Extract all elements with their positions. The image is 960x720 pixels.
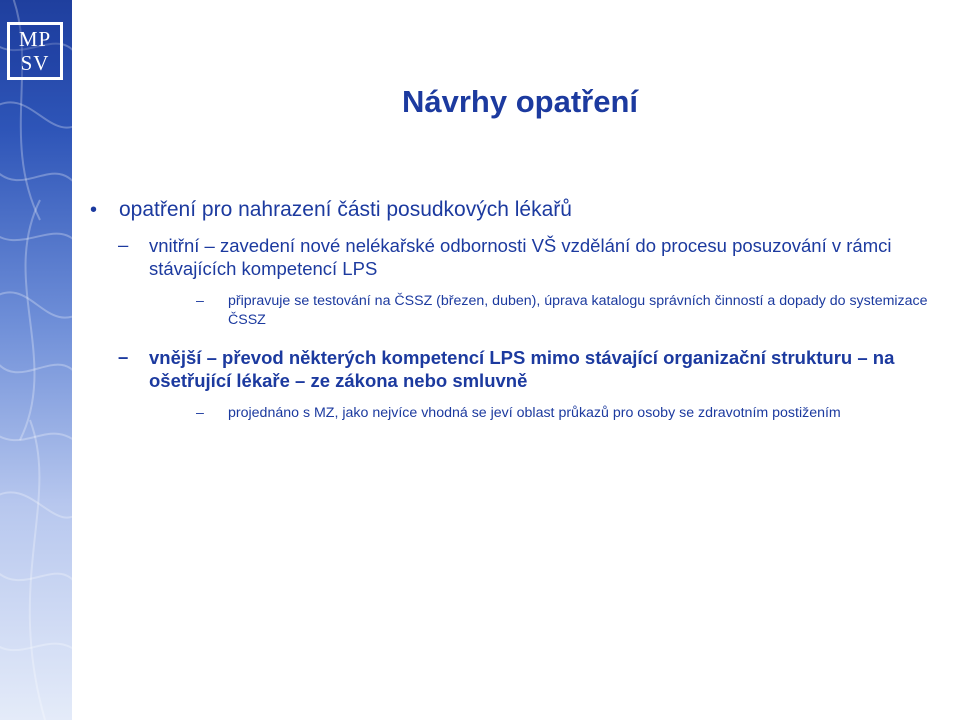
logo-line-1: MP <box>18 27 52 51</box>
dash-marker: – <box>196 293 204 309</box>
sidebar-pattern <box>0 0 72 720</box>
detail-item-external-text: projednáno s MZ, jako nejvíce vhodná se jeví oblast průkazů pro osoby se zdravotním postižením <box>228 405 841 421</box>
sub-item-internal <box>88 234 948 280</box>
sub-item-external-text: vnější – převod některých kompetencí LPS mimo stávající organizační strukturu – na ošetřující lékaře – ze zákona nebo smluvně <box>149 347 895 391</box>
slide-title: Návrhy opatření <box>401 84 638 119</box>
logo-line-2: SV <box>20 51 50 75</box>
dash-marker: – <box>196 405 204 421</box>
bullet-marker: • <box>90 199 98 221</box>
decorative-sidebar <box>0 0 72 720</box>
dash-marker: – <box>118 346 129 367</box>
dash-marker: – <box>118 234 129 255</box>
bullet-item <box>88 196 948 224</box>
sub-item-internal-text: vnitřní – zavedení nové nelékařské odbornosti VŠ vzdělání do procesu posuzování v rámci stávajících kompetencí LPS <box>149 235 892 279</box>
sub-item-external <box>88 346 948 392</box>
slide-content <box>88 196 948 423</box>
mpsv-logo <box>7 22 63 80</box>
bullet-text: opatření pro nahrazení části posudkových lékařů <box>119 198 572 221</box>
detail-item-external <box>88 404 948 423</box>
detail-item-internal <box>88 292 948 330</box>
detail-item-internal-text: připravuje se testování na ČSSZ (březen, duben), úprava katalogu správních činností a dopady do systemizace ČSSZ <box>228 293 928 328</box>
